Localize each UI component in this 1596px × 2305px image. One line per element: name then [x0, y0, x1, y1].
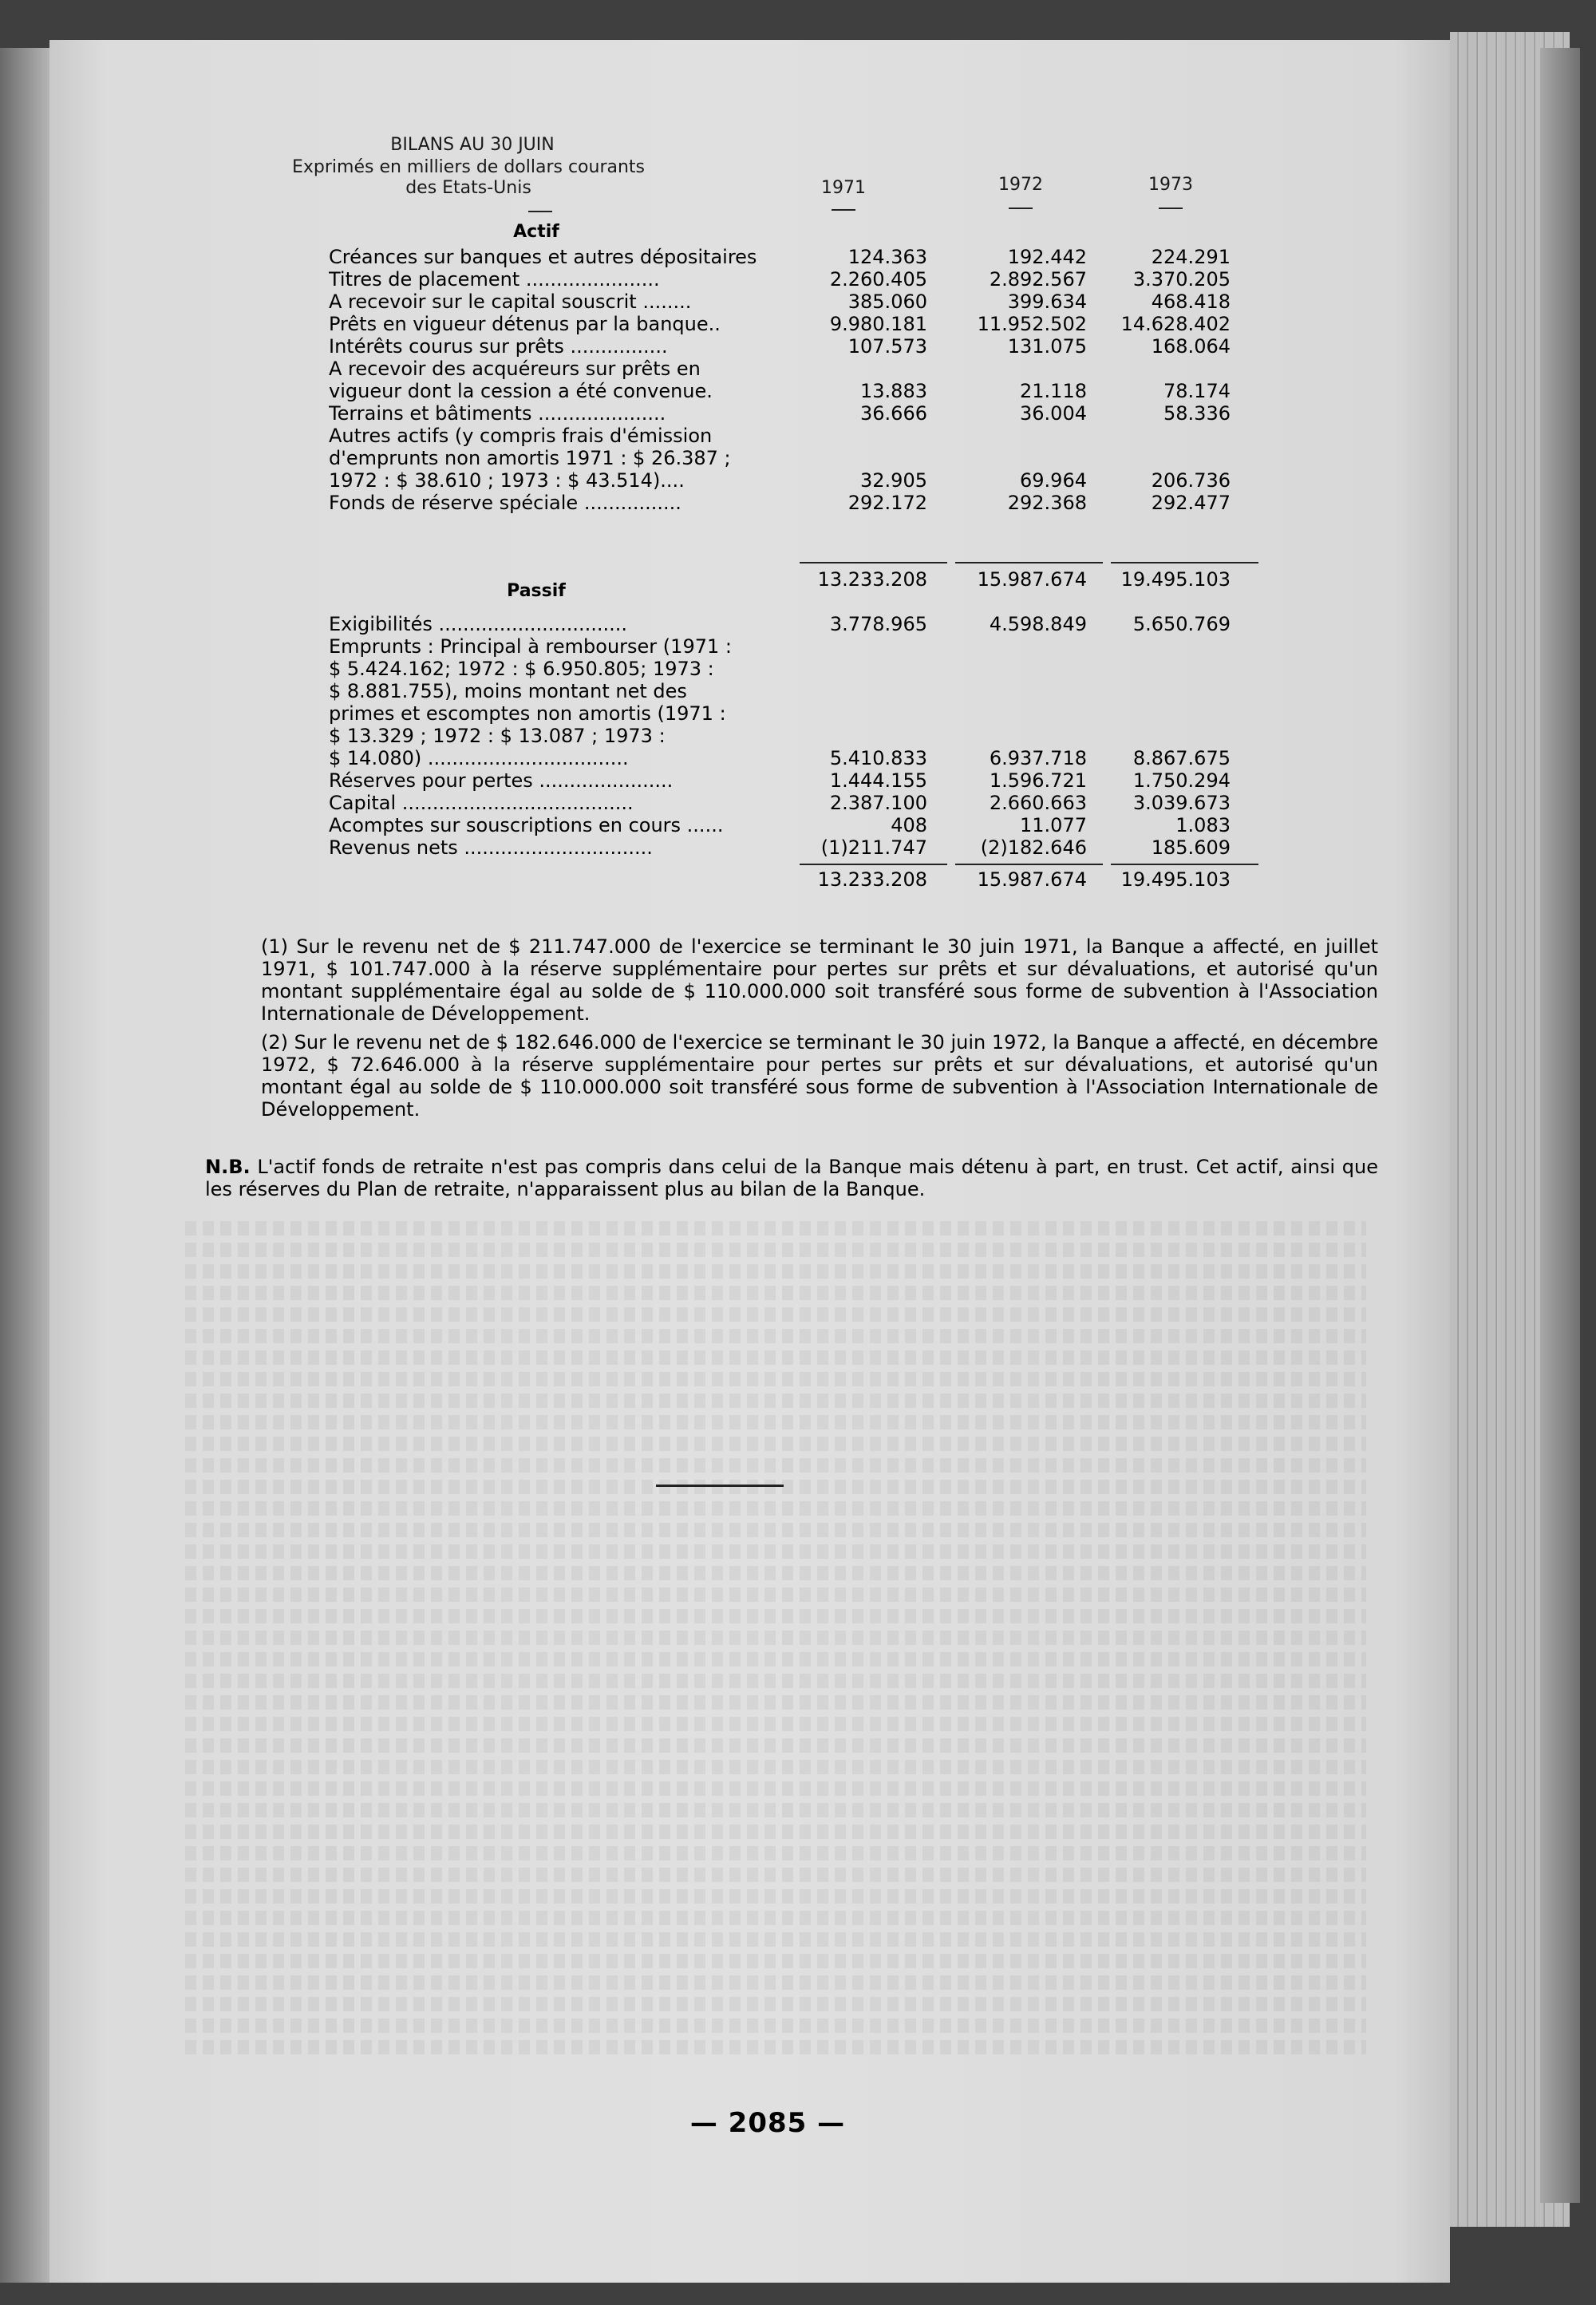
bleed-through-line: [185, 1544, 1366, 1559]
statement-title: BILANS AU 30 JUIN: [390, 135, 555, 155]
passif-row-label: Capital ......................................: [329, 792, 634, 814]
actif-row-value-1972: 21.118: [1020, 380, 1087, 402]
passif-row-value-1973: 1.750.294: [1132, 769, 1231, 792]
passif-row-label: primes et escomptes non amortis (1971 :: [329, 702, 726, 725]
passif-total-1973: 19.495.103: [1120, 868, 1231, 891]
passif-total-1971: 13.233.208: [817, 868, 927, 891]
actif-row-label: Prêts en vigueur détenus par la banque..: [329, 313, 721, 335]
bleed-through-line: [185, 1868, 1366, 1882]
passif-row-label: Réserves pour pertes ......................: [329, 769, 674, 792]
passif-total-rule-1972: [955, 864, 1103, 865]
passif-row-label: $ 13.329 ; 1972 : $ 13.087 ; 1973 :: [329, 725, 666, 747]
bleed-through-line: [185, 1286, 1366, 1300]
year-rule-1972: [1009, 208, 1033, 209]
actif-row-value-1973: 292.477: [1151, 492, 1231, 514]
actif-row-label: A recevoir sur le capital souscrit ........: [329, 291, 692, 313]
passif-total-rule-1973: [1111, 864, 1258, 865]
actif-row-label: Autres actifs (y compris frais d'émission: [329, 425, 713, 447]
actif-row-label: A recevoir des acquéreurs sur prêts en: [329, 358, 701, 380]
passif-row-label: $ 14.080) .................................: [329, 747, 629, 769]
actif-row-label: Titres de placement ......................: [329, 268, 660, 291]
actif-row-value-1971: 13.883: [860, 380, 927, 402]
bleed-through-line: [185, 1631, 1366, 1645]
bleed-through-line: [185, 1781, 1366, 1796]
bleed-through-line: [185, 1997, 1366, 2011]
bleed-through-line: [185, 1221, 1366, 1236]
actif-total-1971: 13.233.208: [817, 568, 927, 591]
bleed-through-line: [185, 1674, 1366, 1688]
actif-row-value-1973: 206.736: [1151, 469, 1231, 492]
book-gutter: [0, 48, 49, 2283]
bleed-through-line: [185, 1803, 1366, 1817]
passif-row-value-1971: 408: [891, 814, 927, 836]
passif-row-label: Acomptes sur souscriptions en cours ......: [329, 814, 724, 836]
actif-row-value-1971: 124.363: [847, 246, 927, 268]
year-header-1971: 1971: [821, 178, 866, 198]
bleed-through-line: [185, 1350, 1366, 1365]
passif-row-value-1971: (1)211.747: [820, 836, 927, 859]
passif-row-value-1972: 6.937.718: [989, 747, 1087, 769]
statement-subtitle-line-2: des Etats-Unis: [405, 178, 531, 198]
actif-row-value-1971: 9.980.181: [829, 313, 927, 335]
bleed-through-line: [185, 1911, 1366, 1925]
bleed-through-line: [185, 1825, 1366, 1839]
passif-row-value-1972: 4.598.849: [989, 613, 1087, 635]
actif-row-value-1971: 385.060: [847, 291, 927, 313]
section-heading-passif: Passif: [507, 581, 566, 601]
bleed-through-line: [185, 1372, 1366, 1386]
actif-row-value-1971: 32.905: [860, 469, 927, 492]
actif-row-value-1973: 468.418: [1151, 291, 1231, 313]
actif-row-value-1971: 107.573: [847, 335, 927, 358]
bleed-through-line: [185, 1695, 1366, 1710]
bleed-through-line: [185, 1846, 1366, 1860]
actif-total-rule-1971: [800, 562, 947, 563]
passif-row-value-1973: 1.083: [1175, 814, 1231, 836]
bleed-through-line: [185, 2018, 1366, 2033]
passif-row-value-1971: 1.444.155: [829, 769, 927, 792]
year-header-1972: 1972: [998, 175, 1043, 195]
bleed-through-line: [185, 1566, 1366, 1580]
bleed-through-line: [185, 1480, 1366, 1494]
bleed-through-line: [185, 1394, 1366, 1408]
actif-row-value-1973: 3.370.205: [1132, 268, 1231, 291]
passif-row-value-1971: 3.778.965: [829, 613, 927, 635]
actif-row-value-1972: 36.004: [1020, 402, 1087, 425]
actif-row-label: Intérêts courus sur prêts ................: [329, 335, 668, 358]
bleed-through-line: [185, 1652, 1366, 1666]
bleed-through-line: [185, 1975, 1366, 1990]
actif-total-1972: 15.987.674: [977, 568, 1087, 591]
actif-row-value-1972: 131.075: [1007, 335, 1087, 358]
bleed-through-line: [185, 1609, 1366, 1623]
passif-row-value-1971: 5.410.833: [829, 747, 927, 769]
bleed-through-line: [185, 1501, 1366, 1516]
passif-row-value-1972: 2.660.663: [989, 792, 1087, 814]
bleed-through-line: [185, 1587, 1366, 1602]
actif-row-value-1973: 168.064: [1151, 335, 1231, 358]
passif-row-value-1972: 1.596.721: [989, 769, 1087, 792]
year-rule-1971: [832, 209, 855, 211]
section-separator-rule: [656, 1485, 784, 1487]
bleed-through-line: [185, 1437, 1366, 1451]
passif-row-value-1972: 11.077: [1020, 814, 1087, 836]
passif-row-label: $ 8.881.755), moins montant net des: [329, 680, 687, 702]
section-heading-actif: Actif: [513, 222, 559, 242]
actif-row-value-1972: 292.368: [1007, 492, 1087, 514]
bleed-through-line: [185, 1415, 1366, 1429]
actif-row-label: Créances sur banques et autres dépositaires: [329, 246, 757, 268]
bleed-through-line: [185, 1264, 1366, 1279]
nb-label: N.B.: [205, 1156, 251, 1178]
bleed-through-line: [185, 1889, 1366, 1904]
actif-row-value-1972: 399.634: [1007, 291, 1087, 313]
actif-row-value-1972: 2.892.567: [989, 268, 1087, 291]
actif-row-label: Fonds de réserve spéciale ................: [329, 492, 681, 514]
bleed-through-line: [185, 1760, 1366, 1774]
actif-row-value-1972: 11.952.502: [977, 313, 1087, 335]
passif-row-label: Emprunts : Principal à rembourser (1971 :: [329, 635, 732, 658]
actif-row-value-1973: 78.174: [1163, 380, 1231, 402]
passif-total-rule-1971: [800, 864, 947, 865]
actif-row-value-1973: 224.291: [1151, 246, 1231, 268]
bleed-through-line: [185, 1738, 1366, 1753]
actif-row-value-1973: 58.336: [1163, 402, 1231, 425]
statement-subtitle-line-1: Exprimés en milliers de dollars courants: [291, 157, 646, 177]
page-number: — 2085 —: [689, 2107, 846, 2139]
footnote-2: (2) Sur le revenu net de $ 182.646.000 de l'exercice se terminant le 30 juin 1972, la Banque a affecté, en décembre 1972, $ 72.646.000 à la réserve supplémentaire pour pertes sur prêts et sur dévaluations, et autorisé qu'un montant égal au solde de $ 110.000.000 soit transféré sous forme de subvention à l'Association Internationale de Développement.: [261, 1031, 1378, 1121]
actif-row-value-1971: 2.260.405: [829, 268, 927, 291]
actif-total-1973: 19.495.103: [1120, 568, 1231, 591]
nb-text: L'actif fonds de retraite n'est pas compris dans celui de la Banque mais détenu à part, en trust. Cet actif, ainsi que les réserves du Plan de retraite, n'apparaissent plus au bilan de la Banque.: [205, 1156, 1378, 1200]
document-page: [49, 40, 1450, 2283]
bleed-through-line: [185, 1458, 1366, 1473]
passif-row-label: Exigibilités ...............................: [329, 613, 627, 635]
year-rule-1973: [1159, 208, 1183, 209]
actif-row-label: Terrains et bâtiments .....................: [329, 402, 666, 425]
actif-row-value-1972: 192.442: [1007, 246, 1087, 268]
passif-row-value-1973: 8.867.675: [1132, 747, 1231, 769]
actif-row-value-1973: 14.628.402: [1120, 313, 1231, 335]
passif-row-value-1971: 2.387.100: [829, 792, 927, 814]
bleed-through-line: [185, 1329, 1366, 1343]
actif-total-rule-1972: [955, 562, 1103, 563]
passif-row-value-1973: 3.039.673: [1132, 792, 1231, 814]
actif-row-value-1971: 292.172: [847, 492, 927, 514]
year-header-1973: 1973: [1148, 175, 1193, 195]
passif-row-value-1973: 5.650.769: [1132, 613, 1231, 635]
bleed-through-line: [185, 1307, 1366, 1322]
passif-total-1972: 15.987.674: [977, 868, 1087, 891]
bleed-through-line: [185, 1717, 1366, 1731]
actif-row-label: 1972 : $ 38.610 ; 1973 : $ 43.514)....: [329, 469, 685, 492]
actif-total-rule-1973: [1111, 562, 1258, 563]
bleed-through-line: [185, 1243, 1366, 1257]
passif-row-label: Revenus nets ...............................: [329, 836, 653, 859]
bleed-through-line: [185, 1523, 1366, 1537]
actif-row-label: vigueur dont la cession a été convenue.: [329, 380, 713, 402]
bleed-through-line: [185, 1954, 1366, 1968]
book-cover-edge: [1540, 48, 1580, 2203]
bleed-through-line: [185, 2040, 1366, 2054]
footnote-1: (1) Sur le revenu net de $ 211.747.000 de l'exercice se terminant le 30 juin 1971, la Banque a affecté, en juillet 1971, $ 101.747.000 à la réserve supplémentaire pour pertes sur prêts et sur dévaluations, et autorisé qu'un montant supplémentaire égal au solde de $ 110.000.000 soit transféré sous forme de subvention à l'Association Internationale de Développement.: [261, 935, 1378, 1025]
passif-row-value-1972: (2)182.646: [980, 836, 1087, 859]
actif-row-value-1972: 69.964: [1020, 469, 1087, 492]
passif-row-value-1973: 185.609: [1151, 836, 1231, 859]
section-rule-actif: [528, 211, 552, 212]
actif-row-label: d'emprunts non amortis 1971 : $ 26.387 ;: [329, 447, 731, 469]
actif-row-value-1971: 36.666: [860, 402, 927, 425]
bleed-through-line: [185, 1932, 1366, 1947]
nb-note: [205, 1156, 1378, 1200]
passif-row-label: $ 5.424.162; 1972 : $ 6.950.805; 1973 :: [329, 658, 714, 680]
